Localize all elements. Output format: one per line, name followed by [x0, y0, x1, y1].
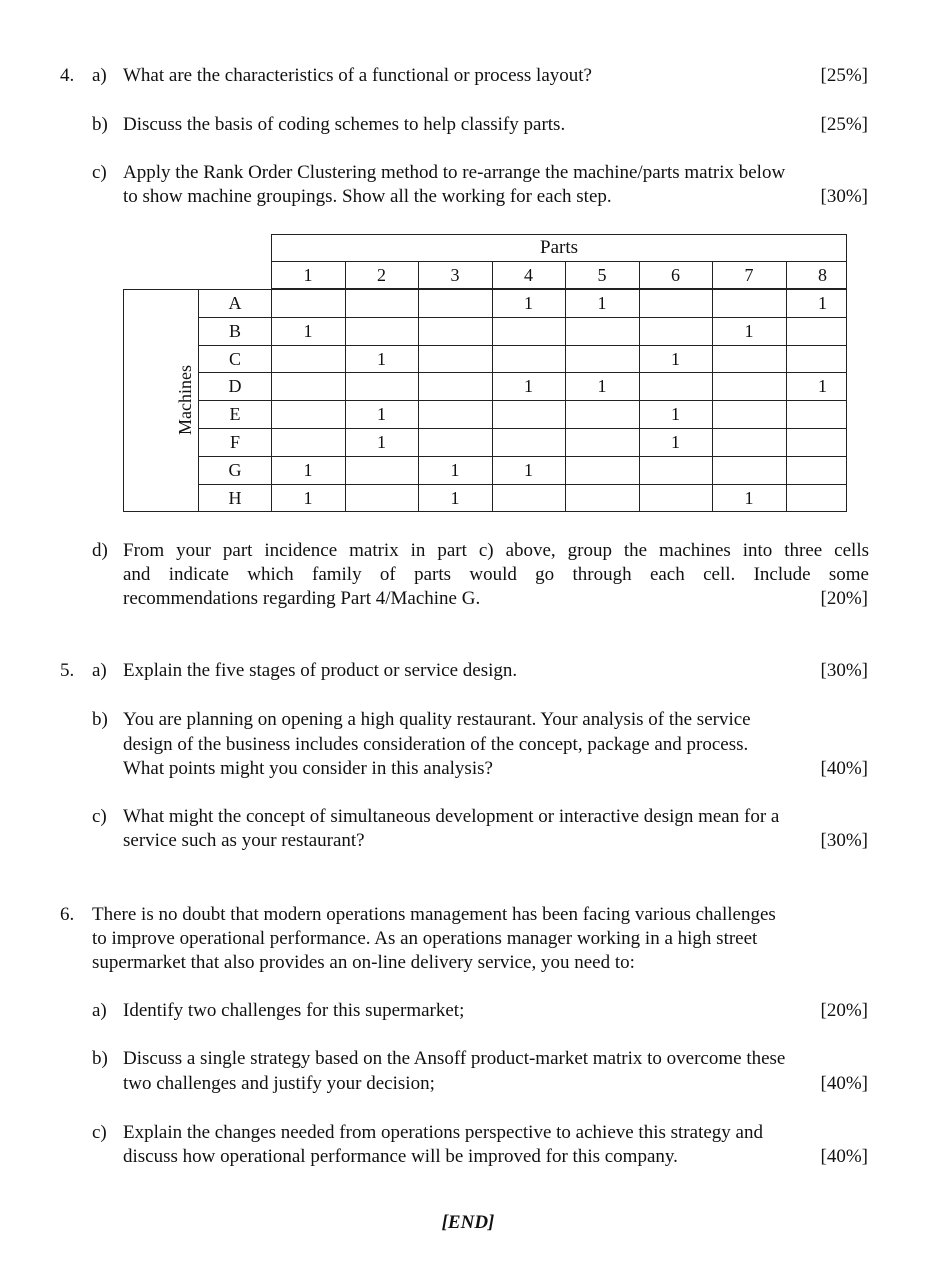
matrix-column-line [712, 261, 713, 512]
q6-intro-line2: to improve operational performance. As an operations manager working in a high street [92, 928, 758, 949]
q5a-label: a) [92, 660, 107, 681]
q6b-line2: two challenges and justify your decision; [123, 1073, 435, 1094]
matrix-cell: 1 [671, 348, 680, 369]
q6c-line2: discuss how operational performance will be improved for this company. [123, 1146, 678, 1167]
part-column-header: 4 [524, 265, 533, 285]
matrix-cell: 1 [303, 487, 313, 508]
q5c-mark: [30%] [820, 830, 868, 851]
matrix-cell: 1 [377, 432, 386, 452]
q4a-mark: [25%] [820, 65, 868, 86]
machines-label: Machines [175, 365, 195, 435]
q4b-mark: [25%] [820, 114, 868, 135]
question-5-number: 5. [60, 660, 75, 681]
q6c-line1: Explain the changes needed from operations perspective to achieve this strategy and [123, 1122, 763, 1143]
q5b-line1: You are planning on opening a high quality restaurant. Your analysis of the service [123, 709, 751, 730]
q5a-text: Explain the five stages of product or service design. [123, 660, 518, 681]
q6a-label: a) [92, 1000, 107, 1021]
q6b-label: b) [92, 1048, 108, 1069]
machine-row-label: B [228, 320, 241, 341]
machine-row-label: A [228, 293, 242, 313]
machine-row-label: E [229, 404, 241, 425]
part-column-header: 8 [818, 265, 827, 285]
q4d-mark: [20%] [820, 588, 868, 609]
q4d-line3: recommendations regarding Part 4/Machine G. [123, 588, 481, 609]
matrix-cell: 1 [524, 459, 533, 480]
end-marker: [END] [441, 1212, 495, 1233]
machine-row-label: G [228, 459, 242, 480]
q4a-label: a) [92, 65, 107, 86]
q4c-mark: [30%] [820, 186, 868, 207]
matrix-cell: 1 [671, 404, 680, 425]
question-4-number: 4. [60, 65, 75, 86]
q4c-label: c) [92, 162, 107, 183]
q4b-label: b) [92, 114, 108, 135]
part-column-header: 6 [671, 265, 680, 285]
machine-row-label: H [228, 487, 242, 508]
part-column-header: 5 [597, 265, 607, 285]
matrix-cell: 1 [524, 376, 533, 397]
q5c-line1: What might the concept of simultaneous development or interactive design mean for a [123, 806, 780, 827]
q6a-text: Identify two challenges for this supermarket; [123, 1000, 465, 1021]
q6c-label: c) [92, 1122, 107, 1143]
machine-row-label: D [228, 376, 242, 397]
matrix-cell: 1 [818, 376, 827, 397]
q4d-line2: and indicate which family of parts would go through each cell. Include some [123, 564, 869, 585]
q6c-mark: [40%] [820, 1146, 868, 1167]
part-column-header: 2 [377, 265, 386, 285]
matrix-cell: 1 [597, 293, 607, 313]
q6-intro-line3: supermarket that also provides an on-line delivery service, you need to: [92, 952, 635, 973]
matrix-cell: 1 [450, 459, 460, 480]
machine-row-label: C [228, 348, 241, 369]
matrix-cell: 1 [818, 293, 827, 313]
q4c-line1: Apply the Rank Order Clustering method to re-arrange the machine/parts matrix below [123, 162, 786, 183]
q5b-line2: design of the business includes consideration of the concept, package and process. [123, 734, 749, 755]
q5b-label: b) [92, 709, 108, 730]
q4c-line2: to show machine groupings. Show all the working for each step. [123, 186, 612, 207]
q6a-mark: [20%] [820, 1000, 868, 1021]
q4d-line1: From your part incidence matrix in part c) above, group the machines into three cells [123, 540, 869, 561]
part-column-header: 1 [303, 265, 313, 285]
q6-intro-line1: There is no doubt that modern operations management has been facing various challenges [92, 904, 776, 925]
matrix-cell: 1 [671, 432, 680, 452]
q5c-line2: service such as your restaurant? [123, 830, 365, 851]
matrix-cell: 1 [377, 404, 386, 425]
q4a-text: What are the characteristics of a functional or process layout? [123, 65, 592, 86]
matrix-cell: 1 [303, 459, 313, 480]
q4d-label: d) [92, 540, 108, 561]
matrix-cell: 1 [744, 487, 754, 508]
matrix-cell: 1 [377, 348, 386, 369]
matrix-cell: 1 [303, 320, 313, 341]
matrix-cell: 1 [597, 376, 607, 397]
q4b-text: Discuss the basis of coding schemes to help classify parts. [123, 114, 566, 135]
q5b-line3: What points might you consider in this analysis? [123, 758, 493, 779]
part-column-header: 7 [744, 265, 754, 285]
q6b-line1: Discuss a single strategy based on the Ansoff product-market matrix to overcome these [123, 1048, 786, 1069]
matrix-cell: 1 [524, 293, 533, 313]
machine-row-label: F [229, 432, 240, 452]
matrix-cell: 1 [744, 320, 754, 341]
parts-label: Parts [540, 237, 578, 258]
q5a-mark: [30%] [820, 660, 868, 681]
q6b-mark: [40%] [820, 1073, 868, 1094]
q5b-mark: [40%] [820, 758, 868, 779]
matrix-cell: 1 [450, 487, 460, 508]
matrix-row-line [198, 428, 847, 429]
q5c-label: c) [92, 806, 107, 827]
question-6-number: 6. [60, 904, 75, 925]
part-column-header: 3 [450, 265, 460, 285]
